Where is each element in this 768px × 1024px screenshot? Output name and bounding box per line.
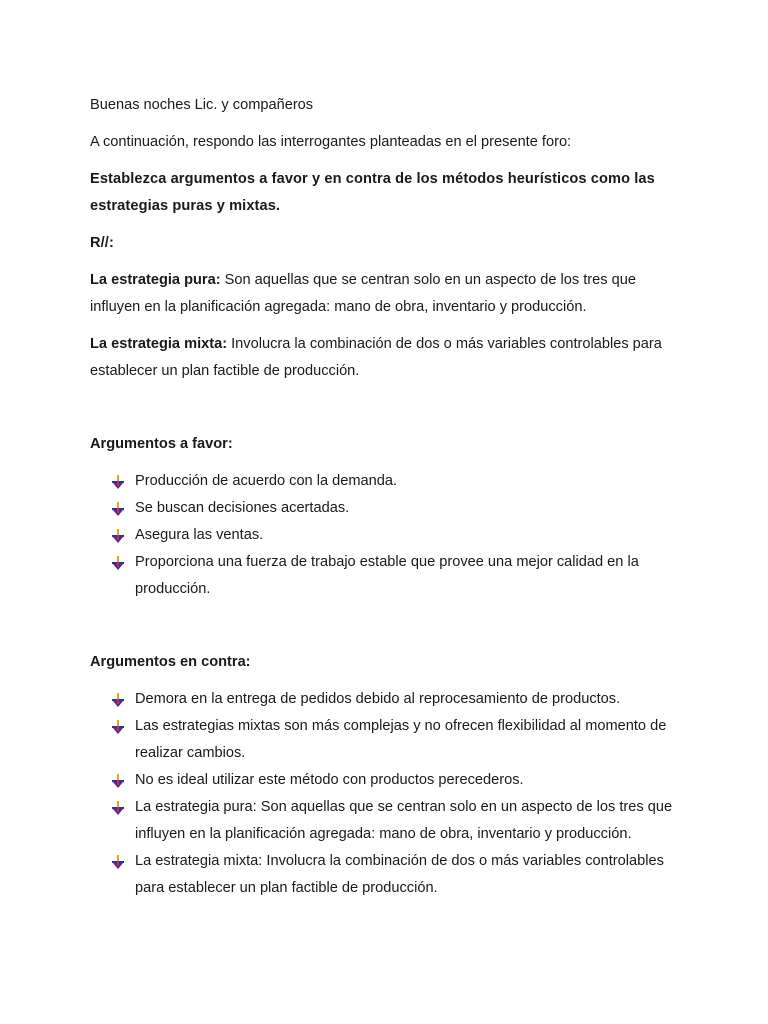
arrow-down-bullet-icon	[112, 529, 124, 543]
pure-strategy-label: La estrategia pura:	[90, 272, 221, 288]
spacer	[90, 395, 690, 431]
list-item-text: Producción de acuerdo con la demanda.	[135, 473, 398, 489]
list-item	[90, 495, 690, 522]
list-item	[90, 848, 690, 902]
contra-list	[90, 686, 690, 902]
arrow-down-bullet-icon	[112, 855, 124, 869]
greeting: Buenas noches Lic. y compañeros	[90, 97, 314, 113]
contra-heading: Argumentos en contra:	[90, 654, 251, 670]
document-page	[90, 92, 690, 902]
mixed-strategy-paragraph	[90, 331, 690, 385]
arrow-down-bullet-icon	[112, 502, 124, 516]
mixed-strategy-text: Involucra la combinación de dos o más variables controlables para establecer un plan factible de producción.	[90, 336, 662, 379]
favor-heading: Argumentos a favor:	[90, 436, 233, 452]
arrow-down-bullet-icon	[112, 774, 124, 788]
list-item	[90, 794, 690, 848]
answer-label: R//:	[90, 235, 114, 251]
list-item-text: Asegura las ventas.	[135, 527, 264, 543]
list-item	[90, 713, 690, 767]
list-item	[90, 468, 690, 495]
list-item	[90, 686, 690, 713]
arrow-down-bullet-icon	[112, 556, 124, 570]
spacer	[90, 603, 690, 639]
pure-strategy-paragraph	[90, 267, 690, 321]
list-item-text: Las estrategias mixtas son más complejas y no ofrecen flexibilidad al momento de realizar cambios.	[135, 718, 667, 761]
intro-text: A continuación, respondo las interrogantes planteadas en el presente foro:	[90, 134, 572, 150]
list-item-text: La estrategia pura: Son aquellas que se centran solo en un aspecto de los tres que influyen en la planificación agregada: mano de obra, inventario y producción.	[135, 799, 673, 842]
arrow-down-bullet-icon	[112, 720, 124, 734]
list-item-text: Proporciona una fuerza de trabajo estable que provee una mejor calidad en la producción.	[135, 554, 639, 597]
question-text: Establezca argumentos a favor y en contra de los métodos heurísticos como las estrategias puras y mixtas.	[90, 171, 655, 214]
list-item	[90, 522, 690, 549]
arrow-down-bullet-icon	[112, 693, 124, 707]
mixed-strategy-label: La estrategia mixta:	[90, 336, 228, 352]
arrow-down-bullet-icon	[112, 475, 124, 489]
list-item-text: Demora en la entrega de pedidos debido al reprocesamiento de productos.	[135, 691, 621, 707]
list-item-text: Se buscan decisiones acertadas.	[135, 500, 350, 516]
favor-list	[90, 468, 690, 603]
list-item	[90, 767, 690, 794]
pure-strategy-text: Son aquellas que se centran solo en un aspecto de los tres que influyen en la planificación agregada: mano de obra, inventario y producción.	[90, 272, 636, 315]
list-item-text: No es ideal utilizar este método con productos perecederos.	[135, 772, 524, 788]
list-item-text: La estrategia mixta: Involucra la combinación de dos o más variables controlables para establecer un plan factible de producción.	[135, 853, 664, 896]
arrow-down-bullet-icon	[112, 801, 124, 815]
list-item	[90, 549, 690, 603]
